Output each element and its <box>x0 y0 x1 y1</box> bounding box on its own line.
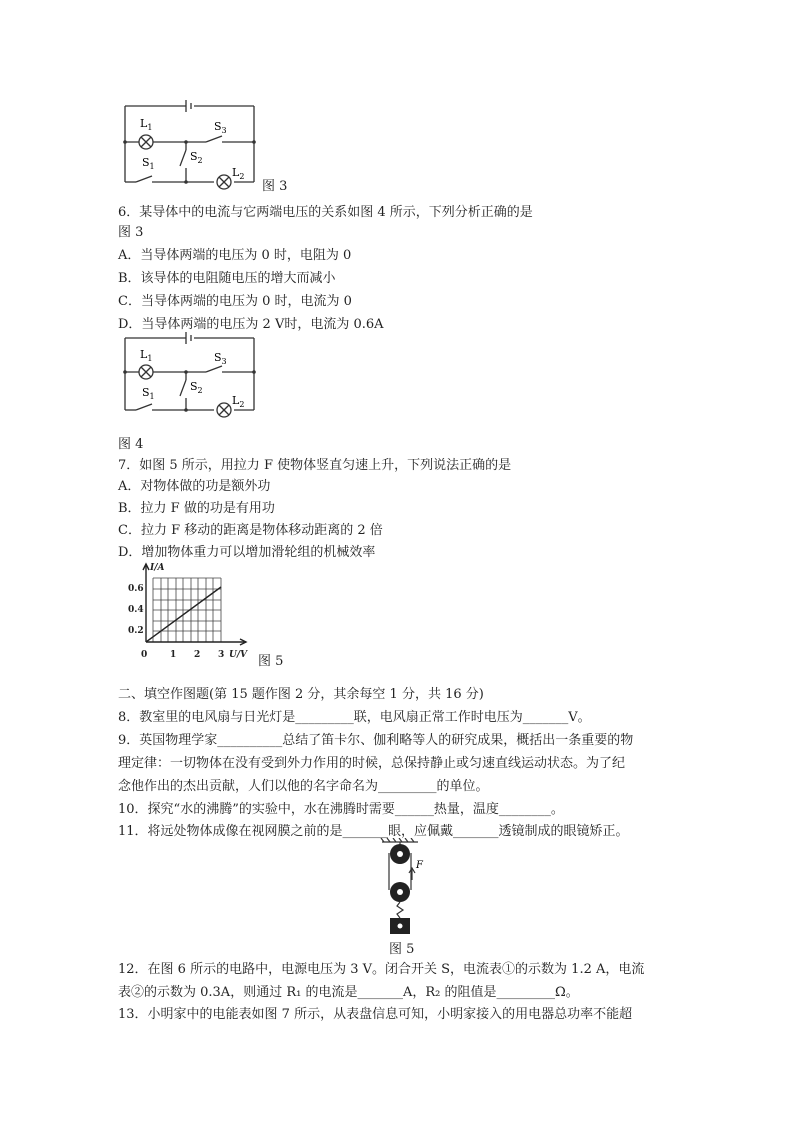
q10: 10．探究“水的沸腾”的实验中，水在沸腾时需要______热量，温度________。 <box>118 802 564 817</box>
figure-caption-3: 图 3 <box>262 179 288 194</box>
circuit-diagram-2 <box>118 330 268 422</box>
svg-text:S2: $S_2$ <box>190 150 203 165</box>
q6-option-a: A．当导体两端的电压为 0 时，电阻为 0 <box>118 248 352 263</box>
q7-option-c: C．拉力 F 移动的距离是物体移动距离的 2 倍 <box>118 523 383 538</box>
q7-stem: 7．如图 5 所示，用拉力 F 使物体竖直匀速上升，下列说法正确的是 <box>118 458 512 473</box>
svg-text:0.2: 0.2 <box>128 626 144 636</box>
svg-text:0: 0 <box>141 650 148 660</box>
q9-line-3: 念他作出的杰出贡献，人们以他的名字命名为_________的单位。 <box>118 779 489 794</box>
q6-option-c: C．当导体两端的电压为 0 时，电流为 0 <box>118 294 352 309</box>
svg-text:2: 2 <box>194 650 201 660</box>
q7-option-a: A．对物体做的功是额外功 <box>118 479 271 494</box>
svg-text:U/V: U/V <box>229 650 248 660</box>
q7-option-b: B．拉力 F 做的功是有用功 <box>118 501 275 516</box>
svg-text:F: F <box>416 860 423 871</box>
q7-option-d: D．增加物体重力可以增加滑轮组的机械效率 <box>118 545 376 560</box>
svg-text:0.4: 0.4 <box>128 605 144 615</box>
q6-option-b: B．该导体的电阻随电压的增大而减小 <box>118 271 336 286</box>
q9-line-2: 理定律：一切物体在没有受到外力作用的时候，总保持静止或匀速直线运动状态。为了纪 <box>118 756 626 771</box>
q13: 13．小明家中的电能表如图 7 所示，从表盘信息可知，小明家接入的用电器总功率不能超 <box>118 1007 633 1022</box>
q6-stem: 6．某导体中的电流与它两端电压的关系如图 4 所示，下列分析正确的是 <box>118 205 533 220</box>
figure-caption-5-graph: 图 5 <box>258 654 284 669</box>
graph-data-line <box>146 587 221 642</box>
svg-text:S3: $S_3$ <box>214 351 227 366</box>
figure-caption-4: 图 4 <box>118 437 144 452</box>
current-voltage-graph <box>128 560 258 665</box>
svg-text:S2: $S_2$ <box>190 380 203 395</box>
svg-text:0.6: 0.6 <box>128 584 144 594</box>
q12-line-2: 表②的示数为 0.3A，则通过 R₁ 的电流是_______A，R₂ 的阻值是_________Ω。 <box>118 985 579 1000</box>
q8: 8．教室里的电风扇与日光灯是_________联，电风扇正常工作时电压为_______V。 <box>118 710 591 725</box>
svg-text:S3: $S_3$ <box>214 120 227 135</box>
pulley-diagram <box>372 838 428 938</box>
svg-text:L1: $L_1$ <box>140 348 153 363</box>
q9-line-1: 9．英国物理学家__________总结了笛卡尔、伽利略等人的研究成果，概括出一条重要的物 <box>118 733 634 748</box>
svg-text:I/A: I/A <box>150 563 165 573</box>
svg-text:1: 1 <box>170 650 177 660</box>
svg-text:L1: $L_1$ <box>140 117 153 132</box>
svg-text:S1: $S_1$ <box>142 156 155 171</box>
q6-figure-ref: 图 3 <box>118 225 144 240</box>
svg-text:L2: $L_2$ <box>232 394 245 409</box>
section-2-heading: 二、填空作图题(第 15 题作图 2 分，其余每空 1 分，共 16 分) <box>118 687 484 702</box>
svg-text:3: 3 <box>218 650 225 660</box>
svg-text:S1: $S_1$ <box>142 386 155 401</box>
q12-line-1: 12．在图 6 所示的电路中，电源电压为 3 V。闭合开关 S，电流表①的示数为 1.2 A，电流 <box>118 962 645 977</box>
figure-caption-5-pulley: 图 5 <box>389 942 415 957</box>
q11: 11．将远处物体成像在视网膜之前的是_______眼，应佩戴_______透镜制成的眼镜矫正。 <box>118 824 629 839</box>
svg-text:L2: $L_2$ <box>232 166 245 181</box>
q6-option-d: D．当导体两端的电压为 2 V时，电流为 0.6A <box>118 317 384 332</box>
